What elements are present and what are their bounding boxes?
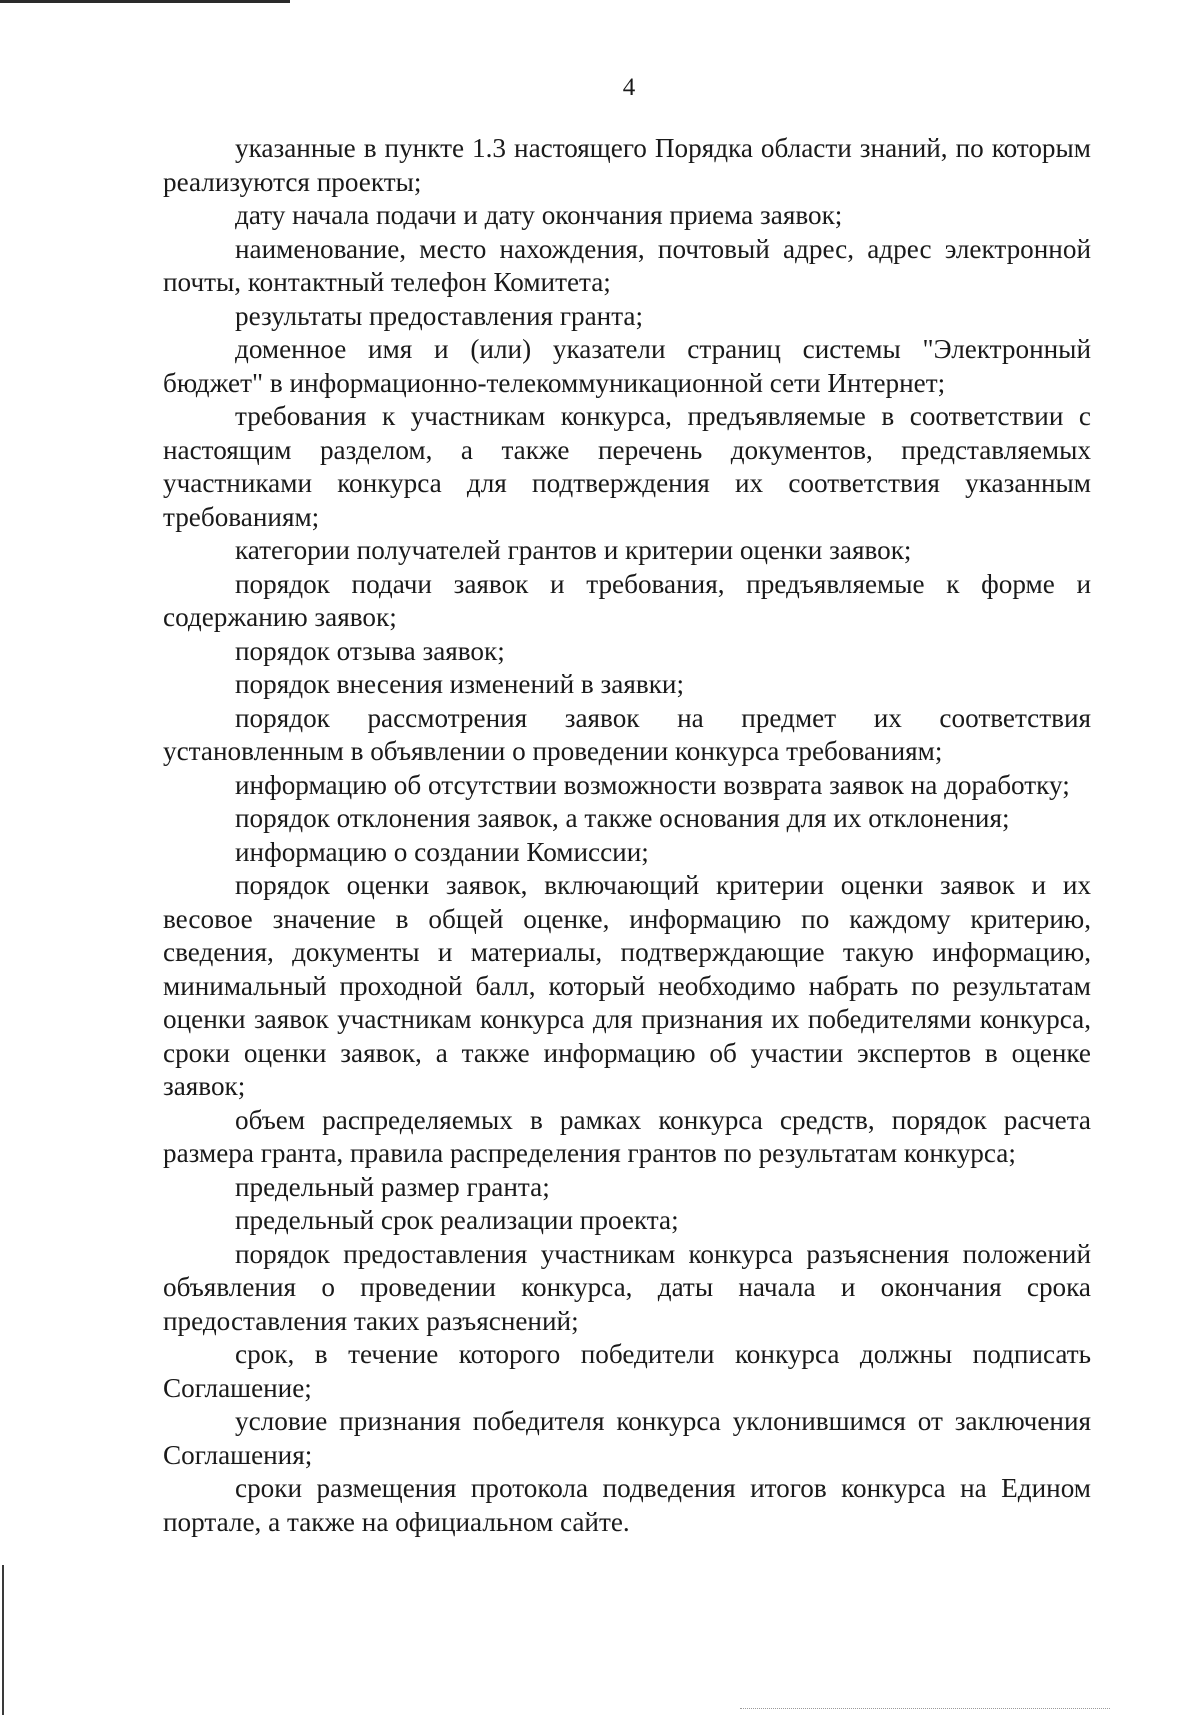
paragraph: наименование, место нахождения, почтовый адрес, адрес электронной почты, контактный телефон Комитета;: [163, 233, 1091, 297]
paragraph: дату начала подачи и дату окончания приема заявок;: [235, 200, 843, 230]
paragraph: результаты предоставления гранта;: [235, 300, 644, 331]
paragraph: порядок внесения изменений в заявки;: [235, 669, 685, 699]
scan-artifact-bottom-edge: [740, 1707, 1110, 1709]
paragraph: объем распределяемых в рамках конкурса средств, порядок расчета размера гранта, правила распределения грантов по результатам конкурса;: [163, 1104, 1091, 1168]
paragraph: порядок подачи заявок и требования, предъявляемые к форме и содержанию заявок;: [163, 568, 1091, 632]
paragraph: порядок оценки заявок, включающий критерии оценки заявок и их весовое значение в общей оценке, информацию по каждому критерию, сведения, документы и материалы, подтверждающие такую информацию, минимальный проходной балл, который необходимо набрать по результатам оценки заявок участникам конкурса для признания их победителями конкурса, сроки оценки заявок, а также информацию об участии экспертов в оценке заявок;: [163, 870, 1091, 1101]
paragraph: категории получателей грантов и критерии оценки заявок;: [235, 535, 912, 565]
scan-artifact-top-line: [0, 0, 290, 3]
paragraph: информацию о создании Комиссии;: [235, 836, 649, 867]
document-body: [163, 132, 1091, 1539]
scan-artifact-left-edge: [2, 1565, 4, 1715]
paragraph: порядок рассмотрения заявок на предмет их соответствия установленным в объявлении о проведении конкурса требованиям;: [163, 702, 1091, 766]
paragraph: порядок отклонения заявок, а также основания для их отклонения;: [235, 803, 1010, 833]
paragraph: предельный срок реализации проекта;: [235, 1205, 679, 1235]
paragraph: порядок предоставления участникам конкурса разъяснения положений объявления о проведении конкурса, даты начала и окончания срока предоставления таких разъяснений;: [163, 1238, 1091, 1336]
paragraph: требования к участникам конкурса, предъявляемые в соответствии с настоящим разделом, а также перечень документов, представляемых участниками конкурса для подтверждения их соответствия указанным требованиям;: [163, 401, 1091, 532]
paragraph: указанные в пункте 1.3 настоящего Порядка области знаний, по которым реализуются проекты;: [163, 133, 1091, 197]
paragraph: порядок отзыва заявок;: [235, 635, 505, 666]
paragraph: условие признания победителя конкурса уклонившимся от заключения Соглашения;: [163, 1406, 1091, 1470]
paragraph: информацию об отсутствии возможности возврата заявок на доработку;: [235, 769, 1070, 800]
paragraph: предельный размер гранта;: [235, 1171, 550, 1202]
page-number: 4: [622, 74, 636, 101]
paragraph: срок, в течение которого победители конкурса должны подписать Соглашение;: [163, 1339, 1091, 1403]
paragraph: сроки размещения протокола подведения итогов конкурса на Едином портале, а также на официальном сайте.: [163, 1473, 1091, 1537]
paragraph: доменное имя и (или) указатели страниц системы "Электронный бюджет" в информационно-телекоммуникационной сети Интернет;: [163, 334, 1091, 398]
